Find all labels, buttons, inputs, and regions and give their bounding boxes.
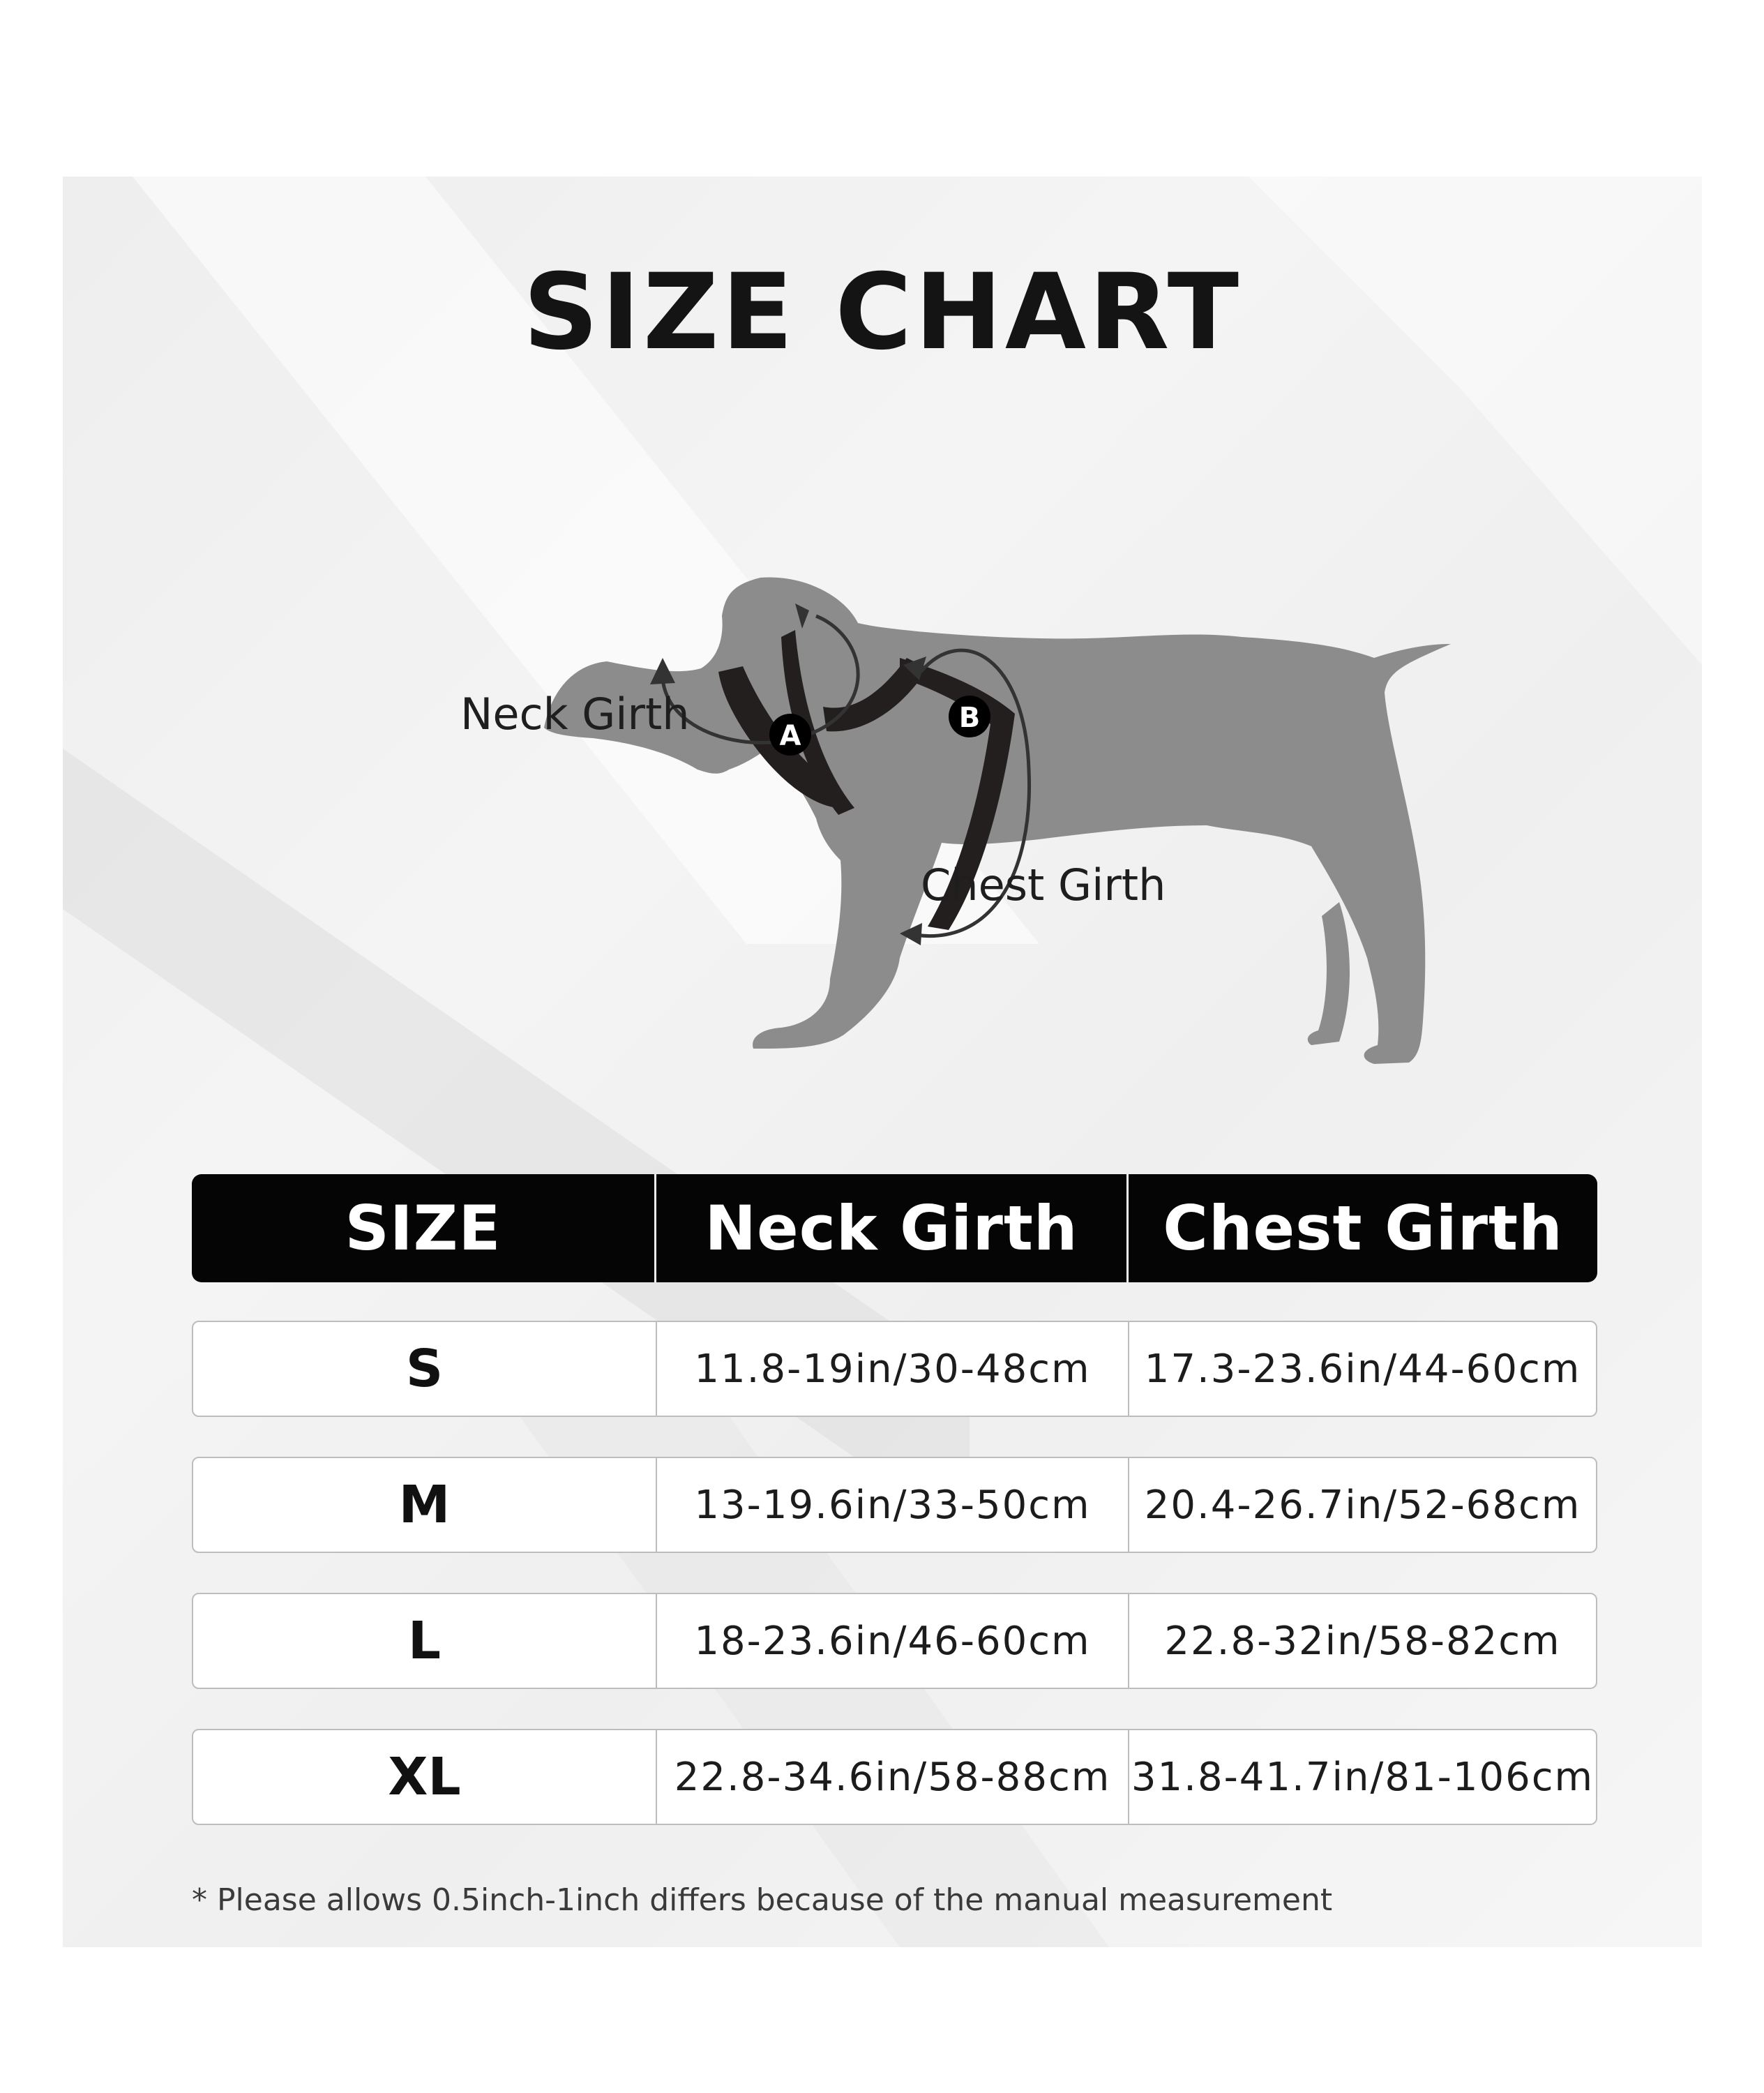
size-cell: L — [407, 1611, 442, 1671]
table-row — [192, 1593, 1597, 1689]
table-row — [192, 1729, 1597, 1825]
size-cell: M — [398, 1475, 451, 1535]
neck-cell: 11.8-19in/30-48cm — [694, 1346, 1091, 1392]
dog-illustration — [63, 177, 1702, 1167]
chest-cell: 20.4-26.7in/52-68cm — [1144, 1482, 1581, 1528]
size-chart-panel — [63, 177, 1702, 1947]
table-header — [192, 1174, 1597, 1282]
size-cell: S — [405, 1339, 444, 1399]
marker-a — [769, 714, 811, 756]
chest-cell: 17.3-23.6in/44-60cm — [1144, 1346, 1581, 1392]
dog-silhouette — [544, 577, 1451, 1064]
neck-girth-label: Neck Girth — [460, 689, 690, 740]
header-chest-girth: Chest Girth — [1163, 1192, 1563, 1264]
neck-cell: 22.8-34.6in/58-88cm — [674, 1754, 1111, 1800]
page-title: SIZE CHART — [522, 252, 1242, 373]
chest-girth-label: Chest Girth — [921, 860, 1166, 910]
measurement-note: * Please allows 0.5inch-1inch differs because of the manual measurement — [192, 1882, 1333, 1918]
table-row — [192, 1321, 1597, 1417]
header-neck-girth: Neck Girth — [704, 1192, 1078, 1264]
chest-cell: 31.8-41.7in/81-106cm — [1131, 1754, 1595, 1800]
svg-text:A: A — [779, 720, 801, 752]
svg-text:B: B — [958, 702, 981, 734]
size-cell: XL — [388, 1747, 461, 1807]
header-size: SIZE — [345, 1192, 502, 1264]
table-row — [192, 1457, 1597, 1553]
neck-cell: 13-19.6in/33-50cm — [694, 1482, 1091, 1528]
chest-cell: 22.8-32in/58-82cm — [1164, 1618, 1561, 1664]
marker-b — [949, 696, 990, 737]
neck-cell: 18-23.6in/46-60cm — [694, 1618, 1091, 1664]
